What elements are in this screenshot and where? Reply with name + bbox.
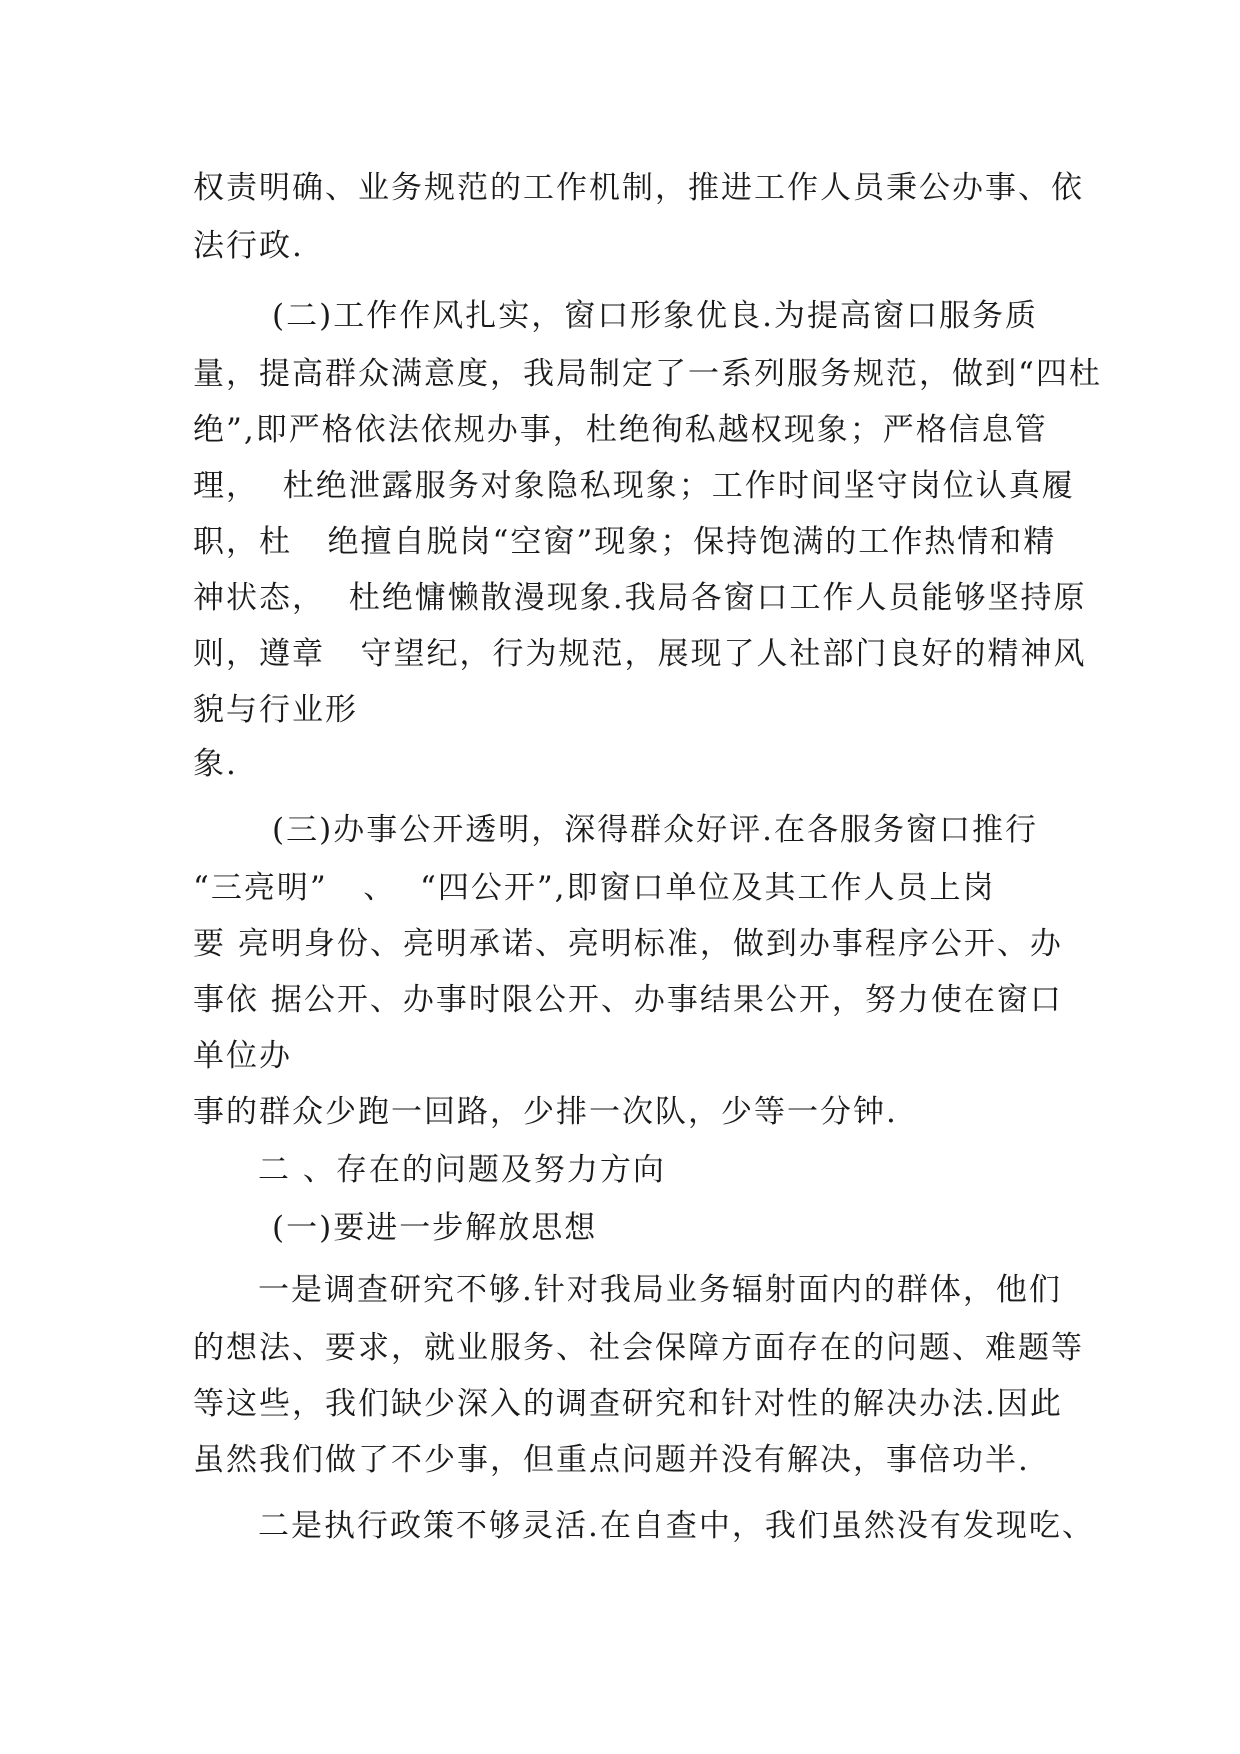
text-line: 等这些，我们缺少深入的调查研究和针对性的解决办法.因此 [193, 1386, 1063, 1422]
text-line: 神状态， 杜绝慵懒散漫现象.我局各窗口工作人员能够坚持原 [193, 580, 1087, 616]
text-line: 象. [193, 746, 238, 782]
text-line: 职，杜 绝擅自脱岗“空窗”现象；保持饱满的工作热情和精 [193, 524, 1057, 560]
text-line: 量，提高群众满意度，我局制定了一系列服务规范，做到“四杜 [193, 356, 1102, 392]
text-line: 权责明确、业务规范的工作机制，推进工作人员秉公办事、依 [193, 170, 1084, 206]
text-line: 事的群众少跑一回路，少排一次队，少等一分钟. [193, 1094, 898, 1130]
text-line: 则，遵章 守望纪，行为规范，展现了人社部门良好的精神风 [193, 636, 1087, 672]
section-heading-2: (二)工作作风扎实，窗口形象优良.为提高窗口服务质 [272, 298, 1039, 334]
text-line: 事依 据公开、办事时限公开、办事结果公开，努力使在窗口 [193, 982, 1063, 1018]
text-line: 貌与行业形 [193, 692, 358, 728]
text-line: 的想法、要求，就业服务、社会保障方面存在的问题、难题等 [193, 1330, 1084, 1366]
text-line: “三亮明” 、 “四公开”,即窗口单位及其工作人员上岗 [193, 870, 996, 906]
text-line: 虽然我们做了不少事，但重点问题并没有解决，事倍功半. [193, 1442, 1030, 1478]
text-line: 一是调查研究不够.针对我局业务辐射面内的群体，他们 [258, 1272, 1062, 1308]
section-heading-problems: 二 、存在的问题及努力方向 [258, 1152, 666, 1188]
section-heading-3: (三)办事公开透明，深得群众好评.在各服务窗口推行 [272, 812, 1039, 848]
text-line: 法行政. [193, 228, 304, 264]
text-line: 要 亮明身份、亮明承诺、亮明标准，做到办事程序公开、办 [193, 926, 1063, 962]
subsection-heading-1: (一)要进一步解放思想 [272, 1210, 598, 1246]
text-line: 单位办 [193, 1038, 292, 1074]
text-line: 理， 杜绝泄露服务对象隐私现象；工作时间坚守岗位认真履 [193, 468, 1075, 504]
text-line: 二是执行政策不够灵活.在自查中，我们虽然没有发现吃、 [258, 1508, 1095, 1544]
text-line: 绝”,即严格依法依规办事，杜绝徇私越权现象；严格信息管 [193, 412, 1048, 448]
